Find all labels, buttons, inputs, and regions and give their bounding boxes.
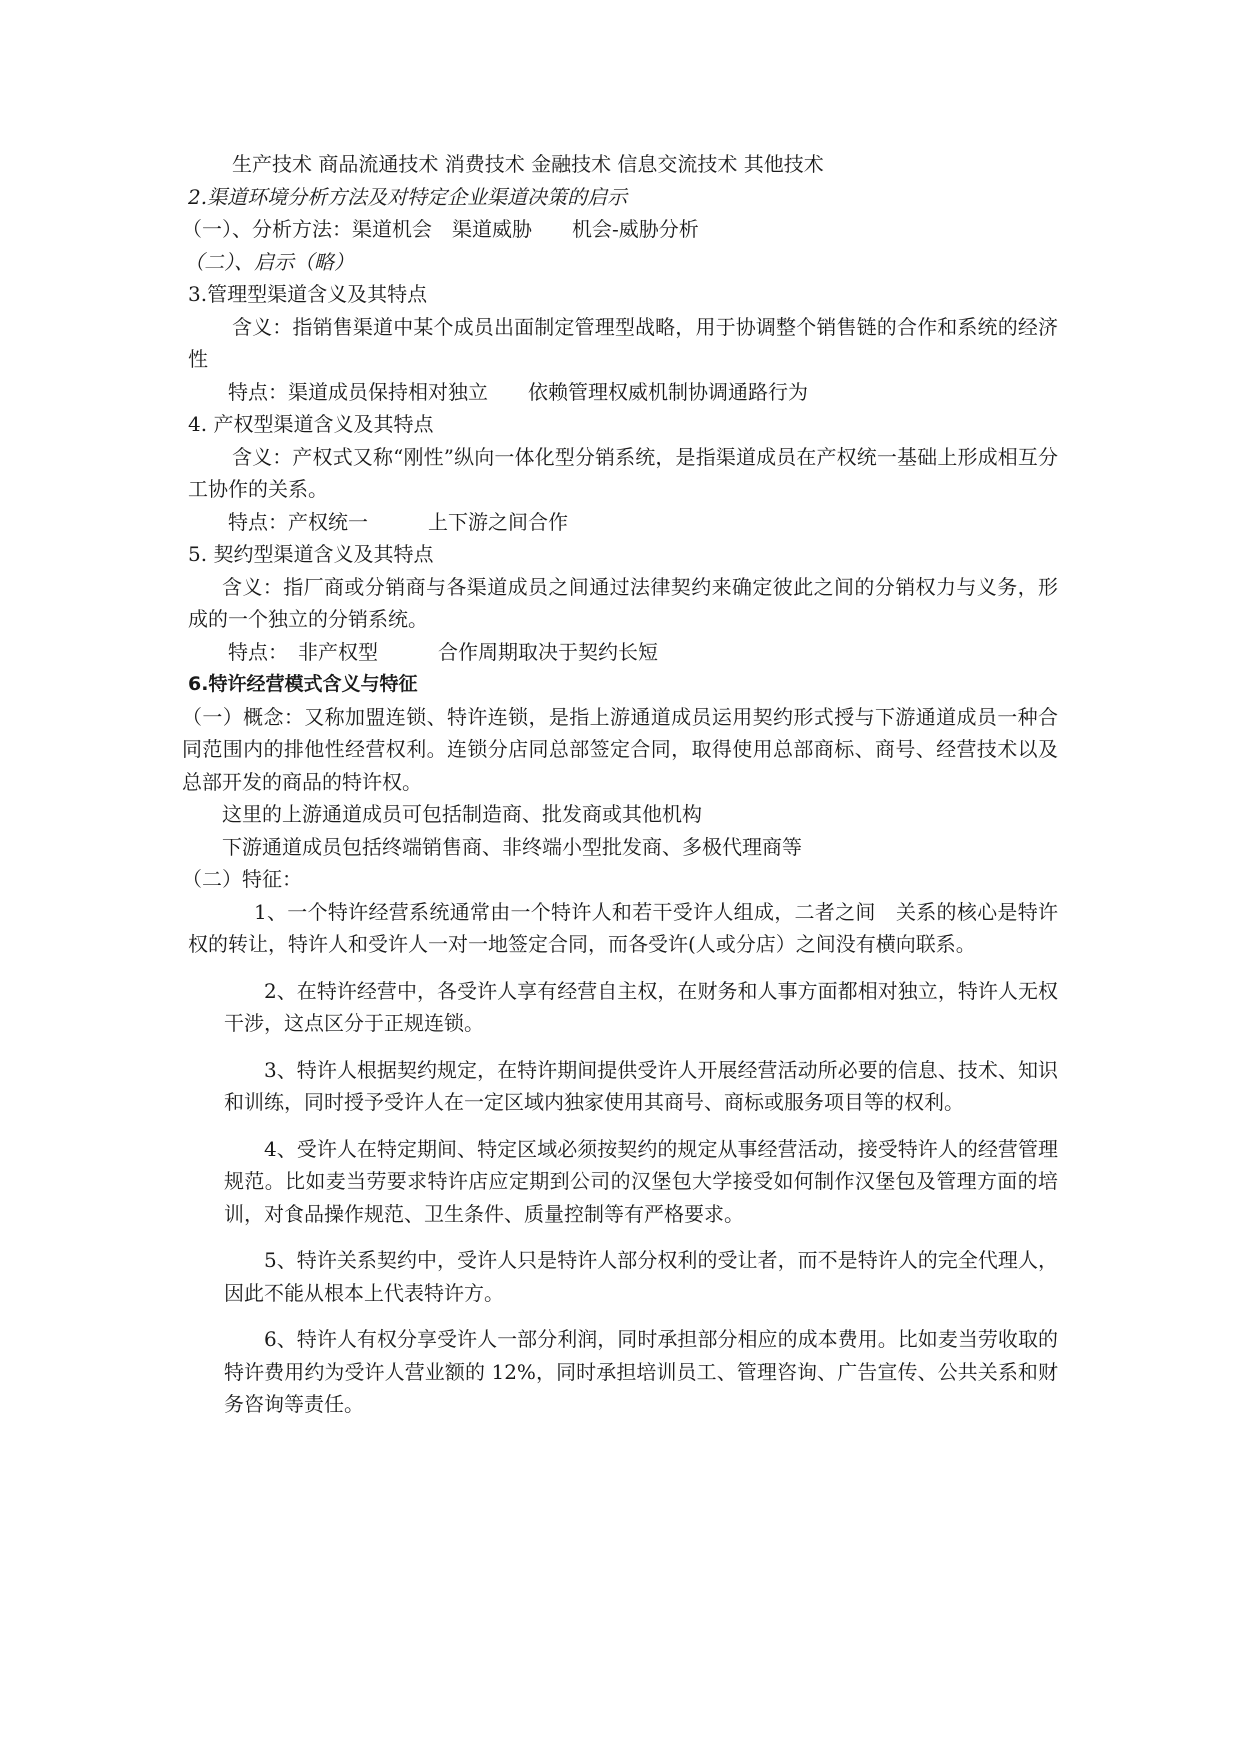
heading-4: 4. 产权型渠道含义及其特点 <box>188 412 434 436</box>
feature-item-4: 4、受许人在特定期间、特定区域必须按契约的规定从事经营活动，接受特许人的经营管理规范。比如麦当劳要求特许店应定期到公司的汉堡包大学接受如何制作汉堡包及管理方面的培训，对食品操作规范、卫生条件、质量控制等有严格要求。 <box>224 1136 1058 1226</box>
feature-item-1: 1、一个特许经营系统通常由一个特许人和若干受许人组成，二者之间 关系的核心是特许权的转让，特许人和受许人一对一地签定合同，而各受许(人或分店）之间没有横向联系。 <box>188 899 1058 956</box>
downstream-members-line: 下游通道成员包括终端销售商、非终端小型批发商、多极代理商等 <box>222 834 802 859</box>
ownership-channel-features: 特点：产权统一 上下游之间合作 <box>228 509 568 534</box>
heading-2: 2.渠道环境分析方法及对特定企业渠道决策的启示 <box>188 184 628 209</box>
features-heading: （二）特征： <box>182 867 302 891</box>
contract-channel-definition: 含义：指厂商或分销商与各渠道成员之间通过法律契约来确定彼此之间的分销权力与义务，形成的一个独立的分销系统。 <box>188 574 1058 631</box>
heading-3: 3.管理型渠道含义及其特点 <box>188 282 428 306</box>
heading-5: 5. 契约型渠道含义及其特点 <box>188 542 434 566</box>
feature-item-2: 2、在特许经营中，各受许人享有经营自主权，在财务和人事方面都相对独立，特许人无权干涉，这点区分于正规连锁。 <box>224 978 1058 1035</box>
document-body <box>182 148 1058 1421</box>
heading-6: 6.特许经营模式含义与特征 <box>188 673 418 695</box>
feature-item-5: 5、特许关系契约中，受许人只是特许人部分权利的受让者，而不是特许人的完全代理人，因此不能从根本上代表特许方。 <box>224 1248 1058 1305</box>
franchise-concept: （一）概念：又称加盟连锁、特许连锁，是指上游通道成员运用契约形式授与下游通道成员一种合同范围内的排他性经营权利。连锁分店同总部签定合同，取得使用总部商标、商号、经营技术以及总部开发的商品的特许权。 <box>182 704 1058 794</box>
managed-channel-features: 特点：渠道成员保持相对独立 依赖管理权威机制协调通路行为 <box>228 379 808 404</box>
feature-items-block <box>188 975 1058 1421</box>
feature-item-3: 3、特许人根据契约规定，在特许期间提供受许人开展经营活动所必要的信息、技术、知识和训练，同时授予受许人在一定区域内独家使用其商号、商标或服务项目等的权利。 <box>224 1057 1058 1114</box>
enlightenment-line: （二）、启示（略） <box>184 249 354 274</box>
contract-channel-features: 特点： 非产权型 合作周期取决于契约长短 <box>228 639 658 664</box>
tech-categories-line: 生产技术 商品流通技术 消费技术 金融技术 信息交流技术 其他技术 <box>232 152 824 176</box>
managed-channel-definition: 含义：指销售渠道中某个成员出面制定管理型战略，用于协调整个销售链的合作和系统的经济性 <box>188 314 1058 371</box>
analysis-methods-line: （一）、分析方法：渠道机会 渠道威胁 机会-威胁分析 <box>182 217 699 241</box>
ownership-channel-definition: 含义：产权式又称“刚性”纵向一体化型分销系统，是指渠道成员在产权统一基础上形成相互分工协作的关系。 <box>188 444 1058 501</box>
feature-item-6: 6、特许人有权分享受许人一部分利润，同时承担部分相应的成本费用。比如麦当劳收取的特许费用约为受许人营业额的 12%，同时承担培训员工、管理咨询、广告宣传、公共关系和财务咨询等责任。 <box>224 1327 1058 1416</box>
upstream-members-line: 这里的上游通道成员可包括制造商、批发商或其他机构 <box>222 802 702 826</box>
